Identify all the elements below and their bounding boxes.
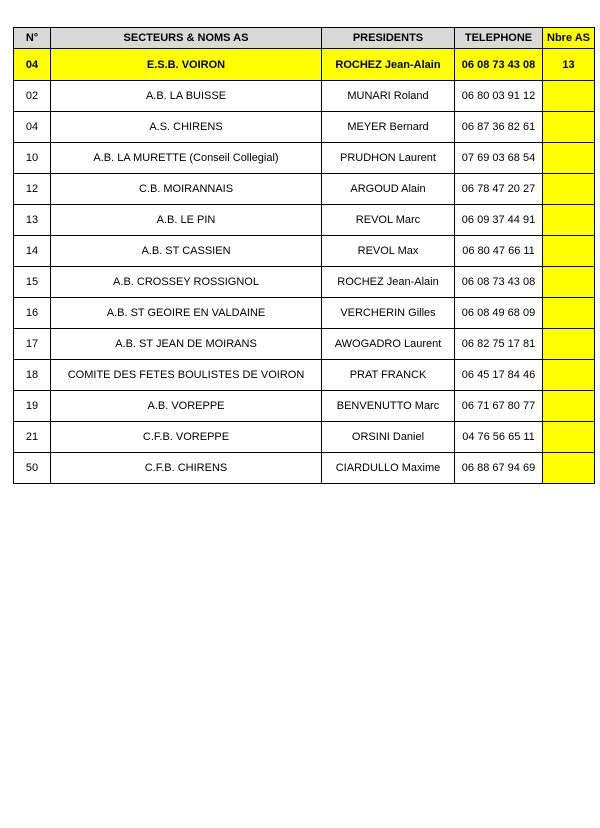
- table-row: [14, 112, 595, 143]
- cell-sector: A.B. ST GEOIRE EN VALDAINE: [51, 298, 322, 329]
- cell-nbre-as: [543, 329, 595, 360]
- table-row: [14, 422, 595, 453]
- cell-president: PRAT FRANCK: [322, 360, 455, 391]
- cell-sector: A.B. CROSSEY ROSSIGNOL: [51, 267, 322, 298]
- cell-nbre-as: 13: [543, 49, 595, 81]
- table-row-highlighted: [14, 49, 595, 81]
- cell-phone: 06 78 47 20 27: [455, 174, 543, 205]
- cell-sector: C.F.B. VOREPPE: [51, 422, 322, 453]
- table-row: [14, 205, 595, 236]
- col-header-nbre-as: Nbre AS: [543, 28, 595, 49]
- cell-president: BENVENUTTO Marc: [322, 391, 455, 422]
- table-row: [14, 298, 595, 329]
- cell-num: 04: [14, 49, 51, 81]
- table-row: [14, 143, 595, 174]
- header-row: [14, 28, 595, 49]
- cell-sector: A.S. CHIRENS: [51, 112, 322, 143]
- cell-num: 02: [14, 81, 51, 112]
- col-header-presidents: PRESIDENTS: [322, 28, 455, 49]
- cell-sector: A.B. LA BUISSE: [51, 81, 322, 112]
- cell-num: 15: [14, 267, 51, 298]
- table-row: [14, 174, 595, 205]
- cell-sector: A.B. LE PIN: [51, 205, 322, 236]
- col-header-sectors: SECTEURS & NOMS AS: [51, 28, 322, 49]
- cell-sector: COMITE DES FETES BOULISTES DE VOIRON: [51, 360, 322, 391]
- cell-president: ARGOUD Alain: [322, 174, 455, 205]
- cell-nbre-as: [543, 112, 595, 143]
- cell-nbre-as: [543, 453, 595, 484]
- cell-phone: 06 08 73 43 08: [455, 267, 543, 298]
- cell-nbre-as: [543, 174, 595, 205]
- cell-num: 16: [14, 298, 51, 329]
- cell-sector: C.B. MOIRANNAIS: [51, 174, 322, 205]
- table-row: [14, 453, 595, 484]
- cell-sector: A.B. VOREPPE: [51, 391, 322, 422]
- cell-sector: E.S.B. VOIRON: [51, 49, 322, 81]
- cell-num: 19: [14, 391, 51, 422]
- col-header-telephone: TELEPHONE: [455, 28, 543, 49]
- cell-phone: 04 76 56 65 11: [455, 422, 543, 453]
- cell-num: 50: [14, 453, 51, 484]
- cell-president: REVOL Max: [322, 236, 455, 267]
- cell-phone: 06 08 49 68 09: [455, 298, 543, 329]
- cell-phone: 06 08 73 43 08: [455, 49, 543, 81]
- sectors-presidents-table: [13, 27, 595, 484]
- cell-president: VERCHERIN Gilles: [322, 298, 455, 329]
- cell-phone: 06 80 03 91 12: [455, 81, 543, 112]
- table-row: [14, 81, 595, 112]
- cell-phone: 06 80 47 66 11: [455, 236, 543, 267]
- table-row: [14, 267, 595, 298]
- cell-num: 17: [14, 329, 51, 360]
- table-row: [14, 329, 595, 360]
- cell-president: REVOL Marc: [322, 205, 455, 236]
- table-row: [14, 236, 595, 267]
- cell-num: 12: [14, 174, 51, 205]
- cell-president: AWOGADRO Laurent: [322, 329, 455, 360]
- cell-num: 14: [14, 236, 51, 267]
- cell-num: 04: [14, 112, 51, 143]
- cell-phone: 06 71 67 80 77: [455, 391, 543, 422]
- cell-sector: C.F.B. CHIRENS: [51, 453, 322, 484]
- cell-nbre-as: [543, 298, 595, 329]
- cell-president: CIARDULLO Maxime: [322, 453, 455, 484]
- cell-phone: 06 88 67 94 69: [455, 453, 543, 484]
- cell-phone: 06 82 75 17 81: [455, 329, 543, 360]
- cell-nbre-as: [543, 391, 595, 422]
- cell-president: MEYER Bernard: [322, 112, 455, 143]
- table-row: [14, 360, 595, 391]
- cell-nbre-as: [543, 205, 595, 236]
- cell-phone: 07 69 03 68 54: [455, 143, 543, 174]
- cell-phone: 06 45 17 84 46: [455, 360, 543, 391]
- sectors-table-container: [13, 27, 595, 484]
- cell-num: 10: [14, 143, 51, 174]
- cell-nbre-as: [543, 422, 595, 453]
- cell-nbre-as: [543, 267, 595, 298]
- cell-nbre-as: [543, 81, 595, 112]
- table-row: [14, 391, 595, 422]
- cell-president: PRUDHON Laurent: [322, 143, 455, 174]
- cell-num: 18: [14, 360, 51, 391]
- cell-president: MUNARI Roland: [322, 81, 455, 112]
- col-header-num: N°: [14, 28, 51, 49]
- cell-president: ORSINI Daniel: [322, 422, 455, 453]
- cell-num: 13: [14, 205, 51, 236]
- cell-nbre-as: [543, 143, 595, 174]
- cell-president: ROCHEZ Jean-Alain: [322, 49, 455, 81]
- cell-president: ROCHEZ Jean-Alain: [322, 267, 455, 298]
- cell-phone: 06 09 37 44 91: [455, 205, 543, 236]
- cell-sector: A.B. ST JEAN DE MOIRANS: [51, 329, 322, 360]
- cell-sector: A.B. ST CASSIEN: [51, 236, 322, 267]
- cell-nbre-as: [543, 236, 595, 267]
- cell-nbre-as: [543, 360, 595, 391]
- cell-sector: A.B. LA MURETTE (Conseil Collegial): [51, 143, 322, 174]
- cell-num: 21: [14, 422, 51, 453]
- cell-phone: 06 87 36 82 61: [455, 112, 543, 143]
